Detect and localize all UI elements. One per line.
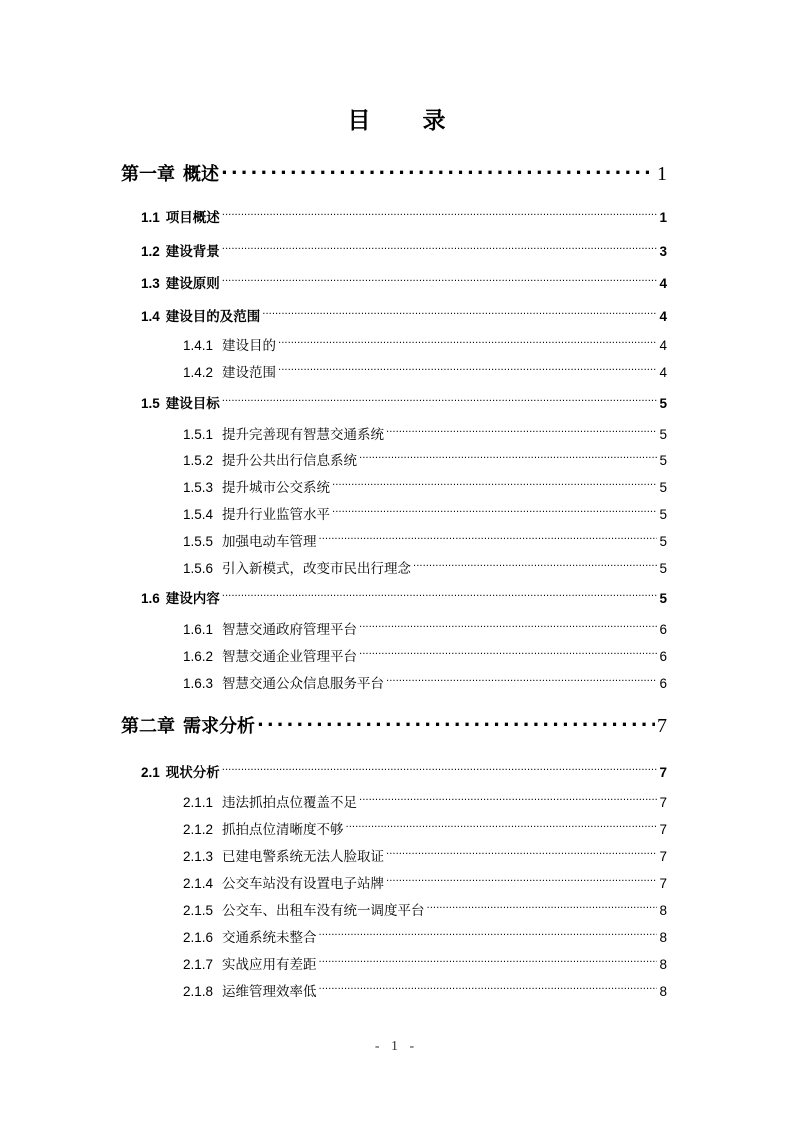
toc-entry-page-number: 5 [659,534,667,549]
toc-entry-label [141,240,220,260]
toc-entry-2-1-8[interactable] [183,980,667,998]
toc-dot-leader [222,207,658,222]
toc-entry-label [183,503,330,523]
toc-entry-page-number: 1 [659,210,667,225]
toc-entry-label [141,305,260,325]
toc-dot-leader [319,954,658,969]
toc-dot-leader [346,819,658,834]
toc-entry-page-number: 8 [659,957,667,972]
toc-entry-2-1[interactable] [141,761,667,779]
toc-entry-page-number: 7 [659,795,667,810]
toc-entry-label [141,392,220,412]
toc-entry-title: 提升城市公交系统 [222,480,331,496]
toc-entry-page-number: 3 [659,244,667,259]
toc-entry-1-4[interactable] [141,305,667,323]
toc-entry-label [183,449,357,469]
toc-entry-title: 抓拍点位清晰度不够 [222,822,344,838]
toc-dot-leader [222,273,658,288]
toc-dot-leader [262,306,657,321]
toc-entry-title: 提升公共出行信息系统 [222,453,358,469]
toc-entry-title: 智慧交通企业管理平台 [222,649,358,665]
toc-entry-title: 需求分析 [183,716,255,737]
toc-entry-label [141,272,220,292]
page-number-footer: - 1 - [374,1039,419,1054]
toc-entry-2-1-4[interactable] [183,872,667,890]
toc-entry-page-number: 8 [659,903,667,918]
toc-entry-2-1-1[interactable] [183,791,667,809]
toc-entry-label [183,818,344,838]
toc-entry-number: 1.4.1 [183,338,214,353]
toc-entry-number: 1.1 [141,210,160,225]
toc-entry-1-5-3[interactable] [183,476,667,494]
toc-entry-label [183,557,411,577]
toc-entry-title: 提升完善现有智慧交通系统 [222,427,385,443]
toc-entry-label [141,206,220,226]
toc-entry-page-number: 7 [659,765,667,780]
toc-entry-label [121,160,219,186]
toc-entry-title: 现状分析 [165,765,220,781]
toc-entry-2-1-2[interactable] [183,818,667,836]
toc-entry-number: 1.5.5 [183,534,214,549]
toc-entry-title: 建设目标 [165,396,220,412]
toc-dot-leader [222,393,658,408]
toc-entry-number: 1.3 [141,276,160,291]
toc-entry-page-number: 5 [659,396,667,411]
toc-entry-page-number: 6 [659,649,667,664]
toc-entry-2-1-7[interactable] [183,953,667,971]
toc-entry-2-1-6[interactable] [183,926,667,944]
toc-entry-label [183,980,317,1000]
toc-entry-number: 1.6.3 [183,676,214,691]
toc-entry-1-6-2[interactable] [183,645,667,663]
toc-entry-page-number: 4 [659,338,667,353]
toc-entry-title: 建设范围 [222,365,277,381]
toc-entry-page-number: 4 [659,309,667,324]
toc-entry-page-number: 7 [659,876,667,891]
toc-dot-leader [222,762,658,777]
toc-dot-leader [413,558,657,573]
toc-dot-leader [278,362,657,377]
toc-entry-title: 建设背景 [165,244,220,260]
toc-entry-label [183,361,276,381]
toc-entry-label [183,618,357,638]
toc-dot-leader [319,531,658,546]
page-title: 目 录 [347,108,468,134]
toc-entry-label [183,872,384,892]
toc-entry-number: 2.1 [141,765,160,780]
toc-entry-title: 加强电动车管理 [222,534,317,550]
toc-dot-leader [359,646,657,661]
toc-entry-page-number: 7 [659,849,667,864]
toc-entry-label [141,761,220,781]
toc-entry-title: 运维管理效率低 [222,984,317,1000]
toc-entry-第一章[interactable] [121,158,667,185]
toc-dot-leader [427,900,658,915]
toc-dot-leader [386,424,657,439]
toc-entry-1-5-2[interactable] [183,449,667,467]
toc-entry-title: 项目概述 [165,210,220,226]
toc-entry-number: 1.5.3 [183,480,214,495]
toc-entry-page-number: 6 [659,676,667,691]
toc-entry-label [183,476,330,496]
toc-entry-page-number: 8 [659,984,667,999]
toc-entry-1-1[interactable] [141,206,667,224]
toc-entry-title: 概述 [183,164,219,185]
toc-dot-leader [222,241,658,256]
toc-entry-1-5-5[interactable] [183,530,667,548]
toc-dot-leader [332,477,657,492]
toc-entry-number: 1.6 [141,591,160,606]
toc-entry-title: 实战应用有差距 [222,957,317,973]
toc-entry-label [121,712,255,738]
toc-entry-page-number: 4 [659,365,667,380]
toc-entry-number: 1.2 [141,244,160,259]
toc-dot-leader [386,673,657,688]
toc-entry-number: 第二章 [121,716,175,737]
toc-entry-title: 提升行业监管水平 [222,507,331,523]
toc-entry-title: 智慧交通公众信息服务平台 [222,676,385,692]
toc-entry-number: 2.1.1 [183,795,214,810]
toc-entry-label [183,953,317,973]
toc-entry-1-4-1[interactable] [183,334,667,352]
toc-entry-number: 1.5.1 [183,427,214,442]
toc-entry-label [183,672,384,692]
toc-entry-title: 引入新模式，改变市民出行理念 [222,561,412,577]
toc-entry-page-number: 6 [659,622,667,637]
toc-entry-number: 2.1.3 [183,849,214,864]
toc-entry-title: 建设目的及范围 [165,309,261,325]
toc-entry-page-number: 1 [657,163,667,185]
toc-entry-number: 2.1.4 [183,876,214,891]
toc-dot-leader [359,619,657,634]
toc-entry-title: 公交车、出租车没有统一调度平台 [222,903,425,919]
toc-entry-label [183,926,317,946]
toc-entry-1-2[interactable] [141,240,667,258]
toc-entry-1-3[interactable] [141,272,667,290]
toc-entry-page-number: 7 [657,715,667,737]
toc-dot-leader [319,981,658,996]
toc-entry-1-5-1[interactable] [183,423,667,441]
toc-entry-number: 2.1.8 [183,984,214,999]
toc-entry-number: 1.6.1 [183,622,214,637]
toc-entry-page-number: 5 [659,591,667,606]
toc-entry-1-5-6[interactable] [183,557,667,575]
toc-entry-page-number: 7 [659,822,667,837]
toc-entry-number: 1.5.2 [183,453,214,468]
toc-entry-title: 违法抓拍点位覆盖不足 [222,795,358,811]
toc-entry-label [183,334,276,354]
toc-entry-title: 交通系统未整合 [222,930,317,946]
toc-entry-1-6-1[interactable] [183,618,667,636]
toc-entry-第二章[interactable] [121,710,667,737]
toc-entry-label [183,423,384,443]
toc-entry-label [183,645,357,665]
toc-dot-leader [221,158,655,180]
toc-entry-title: 建设目的 [222,338,277,354]
toc-entry-title: 建设原则 [165,276,220,292]
toc-entry-1-5[interactable] [141,392,667,410]
toc-dot-leader [319,927,658,942]
toc-entry-number: 第一章 [121,164,175,185]
toc-entry-2-1-3[interactable] [183,845,667,863]
toc-entry-number: 1.5.6 [183,561,214,576]
toc-dot-leader [332,504,657,519]
toc-entry-label [183,899,425,919]
toc-dot-leader [222,588,658,603]
toc-entry-page-number: 5 [659,453,667,468]
toc-entry-title: 公交车站没有设置电子站牌 [222,876,385,892]
toc-entry-number: 1.4 [141,309,160,324]
toc-dot-leader [359,792,657,807]
toc-entry-number: 2.1.2 [183,822,214,837]
toc-entry-page-number: 5 [659,507,667,522]
toc-entry-1-6[interactable] [141,587,667,605]
toc-entry-number: 1.5 [141,396,160,411]
toc-entry-page-number: 5 [659,561,667,576]
toc-entry-number: 1.6.2 [183,649,214,664]
toc-dot-leader [386,846,657,861]
toc-entry-1-6-3[interactable] [183,672,667,690]
toc-entry-page-number: 4 [659,276,667,291]
toc-entry-1-4-2[interactable] [183,361,667,379]
toc-entry-label [183,845,384,865]
toc-entry-2-1-5[interactable] [183,899,667,917]
toc-entry-title: 智慧交通政府管理平台 [222,622,358,638]
toc-entry-title: 已建电警系统无法人脸取证 [222,849,385,865]
toc-entry-label [183,530,317,550]
toc-entry-number: 2.1.5 [183,903,214,918]
toc-dot-leader [257,710,655,732]
toc-entry-page-number: 5 [659,427,667,442]
toc-dot-leader [359,450,657,465]
toc-entry-page-number: 8 [659,930,667,945]
toc-entry-label [183,791,357,811]
toc-entry-title: 建设内容 [165,591,220,607]
toc-entry-number: 1.4.2 [183,365,214,380]
toc-dot-leader [386,873,657,888]
toc-entry-number: 2.1.6 [183,930,214,945]
toc-dot-leader [278,335,657,350]
toc-entry-number: 1.5.4 [183,507,214,522]
toc-entry-1-5-4[interactable] [183,503,667,521]
toc-entry-number: 2.1.7 [183,957,214,972]
toc-entry-label [141,587,220,607]
toc-entry-page-number: 5 [659,480,667,495]
